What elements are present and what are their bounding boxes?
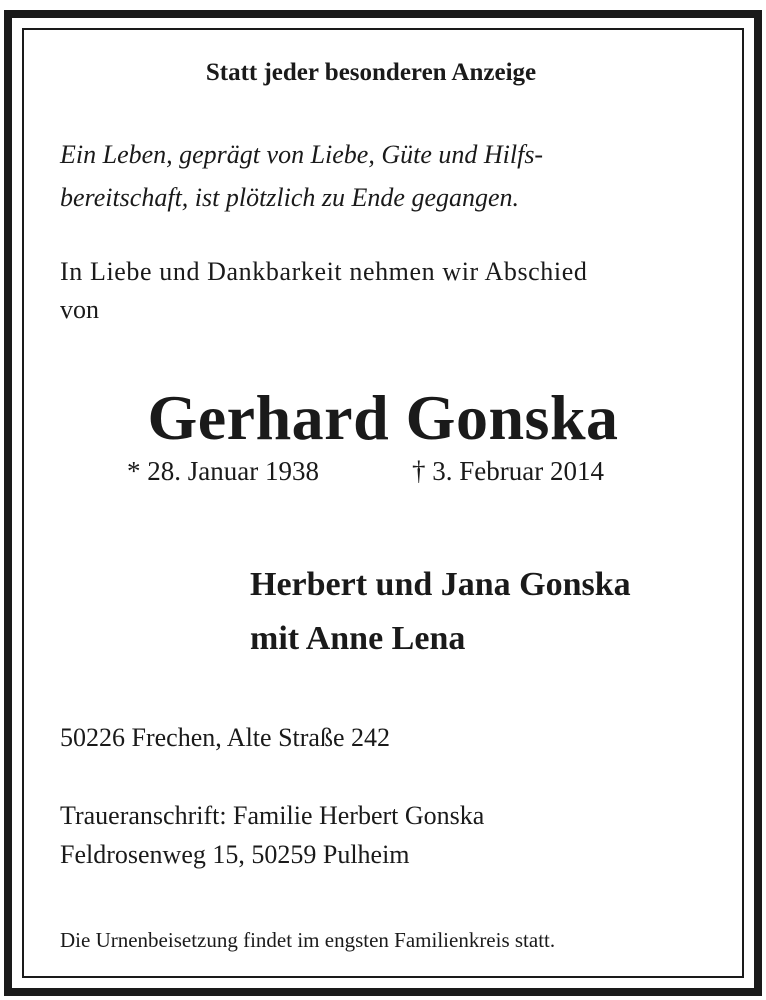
mourning-address-line-2: Feldrosenweg 15, 50259 Pulheim — [60, 840, 410, 869]
intro-line-2: von — [60, 295, 99, 324]
inner-border — [22, 28, 744, 978]
deceased-name: Gerhard Gonska — [147, 382, 619, 453]
family-line-1: Herbert und Jana Gonska — [250, 566, 631, 603]
death-date: † 3. Februar 2014 — [412, 456, 604, 486]
quote-line-2: bereitschaft, ist plötzlich zu Ende gegangen. — [60, 183, 520, 212]
funeral-note: Die Urnenbeisetzung findet im engsten Familienkreis statt. — [60, 928, 556, 952]
family-line-2: mit Anne Lena — [250, 620, 466, 657]
notice-header: Statt jeder besonderen Anzeige — [205, 59, 537, 86]
mourning-address-line-1: Traueranschrift: Familie Herbert Gonska — [60, 801, 485, 830]
quote-line-1: Ein Leben, geprägt von Liebe, Güte und Hilfs- — [60, 140, 544, 169]
residence-address: 50226 Frechen, Alte Straße 242 — [60, 723, 390, 752]
intro-line-1: In Liebe und Dankbarkeit nehmen wir Abschied — [60, 257, 588, 286]
birth-date: * 28. Januar 1938 — [127, 456, 319, 486]
